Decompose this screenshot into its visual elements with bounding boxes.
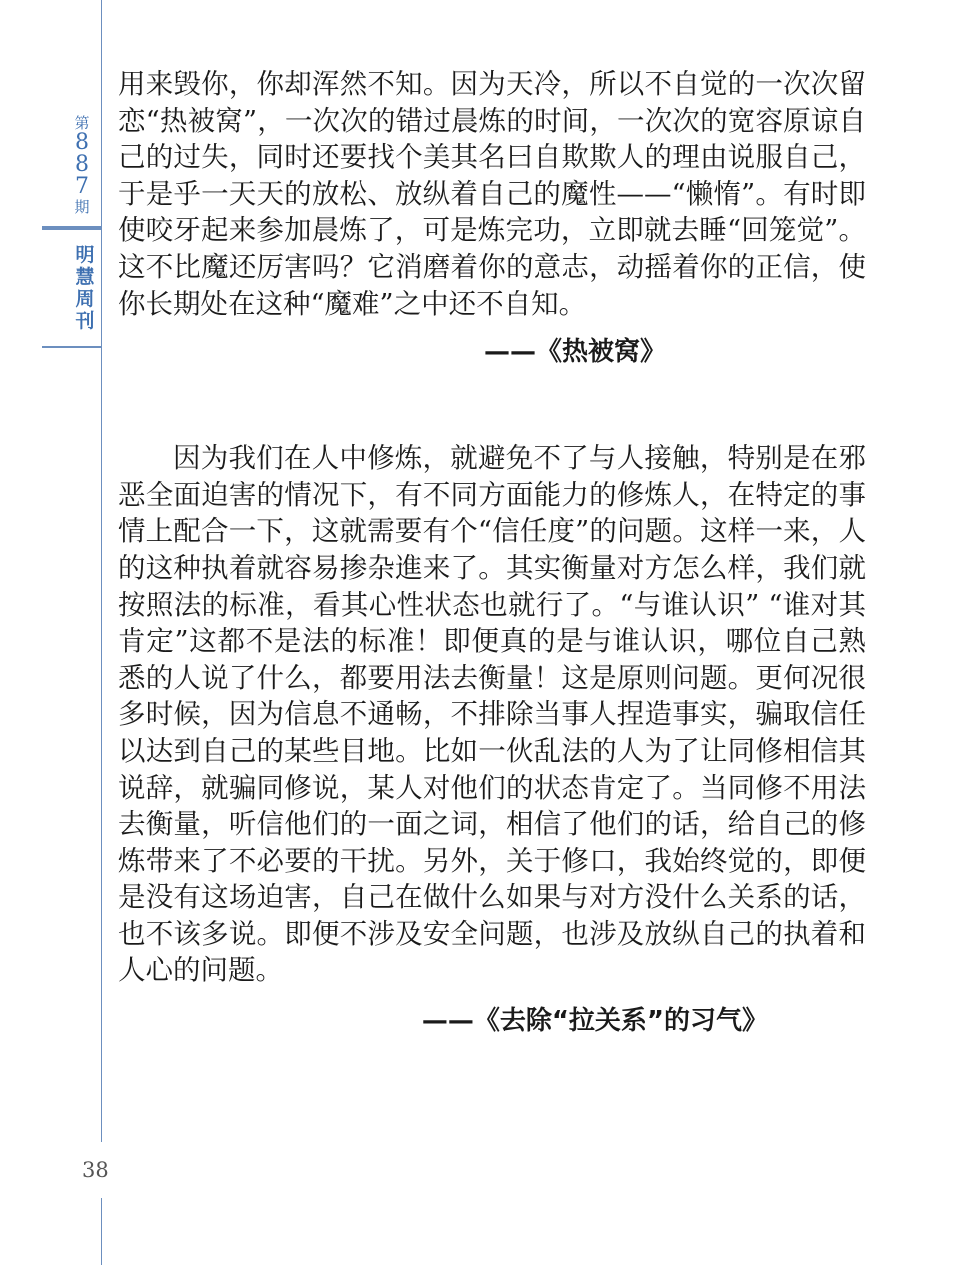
article-paragraph: 因为我们在人中修炼，就避免不了与人接触，特别是在邪恶全面迫害的情况下，有不同方面能力的修炼人，在特定的事情上配合一下，这就需要有个“信任度”的问题。这样一来，人的这种执着就容易掺杂進来了。其实衡量对方怎么样，我们就按照法的标准，看其心性状态也就行了。“与谁认识” “谁对其肯定”这都不是法的标准！即便真的是与谁认识，哪位自己熟悉的人说了什么，都要用法去衡量！这是原则问题。更何况很多时候，因为信息不通畅，不排除当事人捏造事实，骗取信任以达到自己的某些目地。比如一伙乱法的人为了让同修相信其说辞，就骗同修说，某人对他们的状态肯定了。当同修不用法去衡量，听信他们的一面之词，相信了他们的话，给自己的修炼带来了不必要的干扰。另外，关于修口，我始终觉的，即便是没有这场迫害，自己在做什么如果与对方没什么关系的话，也不该多说。即便不涉及安全问题，也涉及放纵自己的执着和人心的问题。 xyxy=(118,442,866,987)
article-body xyxy=(118,66,866,1039)
article-source: ——《去除“拉关系”的习气》 xyxy=(421,1006,768,1037)
issue-digit: 8 xyxy=(75,130,89,155)
magazine-title-char: 慧 xyxy=(75,266,95,288)
margin-rule-bottom xyxy=(101,1198,102,1265)
magazine-title-char: 明 xyxy=(75,244,95,266)
issue-suffix: 期 xyxy=(74,198,90,216)
magazine-title-char: 刊 xyxy=(75,310,95,332)
page-number: 38 xyxy=(82,1158,109,1182)
issue-label xyxy=(42,104,101,228)
issue-digit: 7 xyxy=(75,174,89,199)
article-source: ——《热被窝》 xyxy=(483,337,666,368)
magazine-title-char: 周 xyxy=(75,288,95,310)
issue-digit: 8 xyxy=(75,152,89,177)
margin-rule-top xyxy=(101,0,102,1142)
issue-prefix: 第 xyxy=(74,114,90,132)
magazine-title xyxy=(42,228,101,348)
article-paragraph: 用来毁你，你却浑然不知。因为天冷，所以不自觉的一次次留恋“热被窝”，一次次的错过晨炼的时间，一次次的宽容原谅自己的过失，同时还要找个美其名曰自欺欺人的理由说服自己，于是乎一天天的放松、放纵着自己的魔性——“懒惰”。有时即使咬牙起来参加晨炼了，可是炼完功，立即就去睡“回笼觉”。这不比魔还厉害吗？它消磨着你的意志，动摇着你的正信，使你长期处在这种“魔难”之中还不自知。 xyxy=(118,68,866,320)
issue-number xyxy=(66,132,98,198)
